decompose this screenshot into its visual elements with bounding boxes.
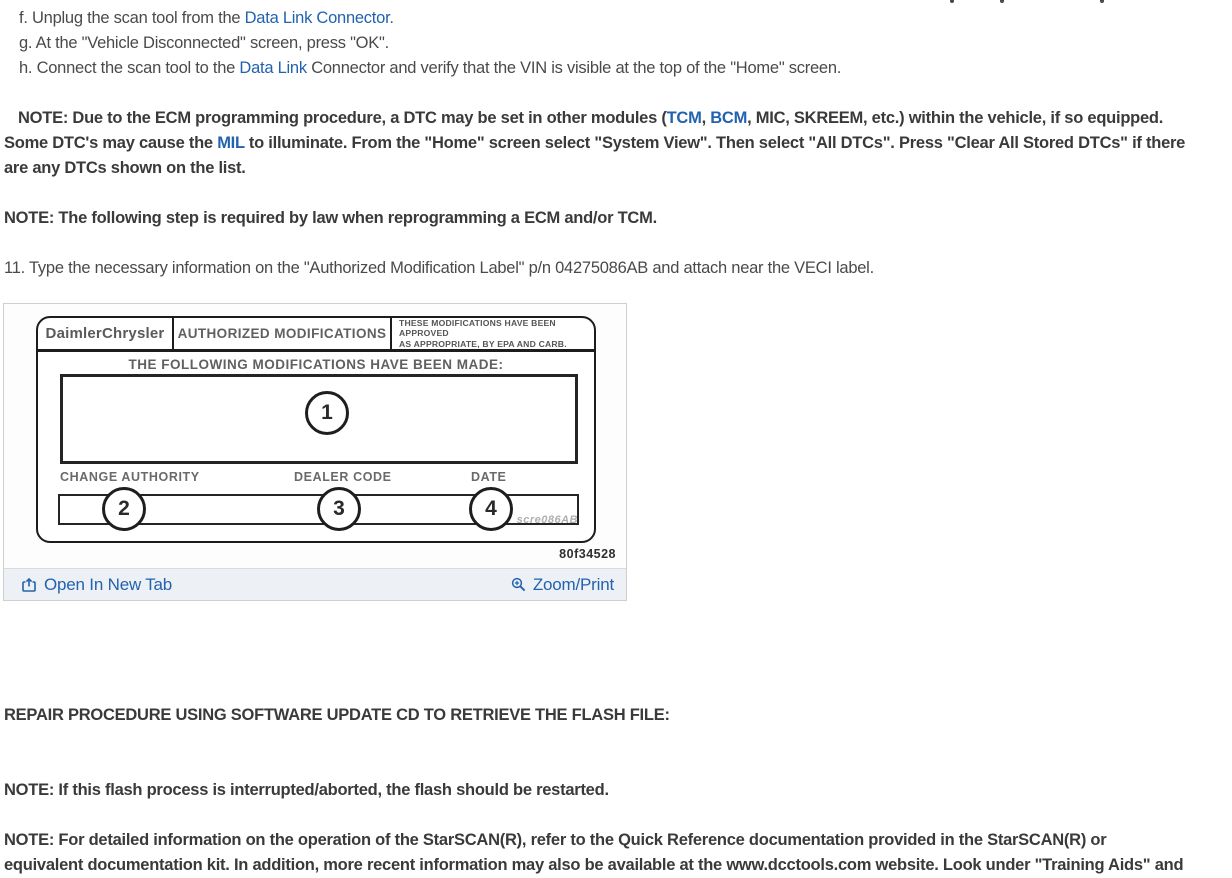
callout-4: 4 xyxy=(469,487,513,531)
label-header xyxy=(38,318,594,352)
step-g xyxy=(19,31,1226,56)
note-dtc-line-2 xyxy=(4,131,1226,156)
step-f-text: f. Unplug the scan tool from the xyxy=(19,9,245,27)
tcm-link[interactable]: TCM xyxy=(666,109,702,127)
authorized-modification-label-art xyxy=(36,316,596,543)
note-dtc-text-2: , MIC, SKREEM, etc.) within the vehicle, if so equipped. xyxy=(747,109,1164,127)
callout-3: 3 xyxy=(317,487,361,531)
change-authority-field-label: CHANGE AUTHORITY xyxy=(60,470,200,484)
open-in-new-tab-icon xyxy=(21,577,37,593)
note-starscan-line-2: equivalent documentation kit. In addition, more recent information may also be available at the www.dcctools.com website. Look under "Training Aids" and xyxy=(4,856,1184,874)
label-subtitle: THE FOLLOWING MODIFICATIONS HAVE BEEN MADE: xyxy=(128,357,504,372)
figure-id: 80f34528 xyxy=(559,547,616,561)
data-link-connector-link[interactable]: Data Link Connector. xyxy=(244,9,394,27)
figure-toolbar xyxy=(4,568,626,600)
label-title: AUTHORIZED MODIFICATIONS xyxy=(174,318,392,349)
callout-2: 2 xyxy=(102,487,146,531)
zoom-icon xyxy=(511,577,526,592)
dealer-code-field-label: DEALER CODE xyxy=(294,470,392,484)
note-dtc-sep: , xyxy=(701,109,711,127)
step-h xyxy=(19,56,1226,81)
note-dtc xyxy=(4,106,1226,181)
label-approval-line-2: AS APPROPRIATE, BY EPA AND CARB. xyxy=(399,338,567,349)
label-brand: DaimlerChrysler xyxy=(38,318,174,349)
note-starscan-line-1: NOTE: For detailed information on the operation of the StarSCAN(R), refer to the Quick Reference documentation provided in the StarSCAN(R) or xyxy=(4,831,1107,849)
mil-link[interactable]: MIL xyxy=(217,134,245,152)
note-law: NOTE: The following step is required by law when reprogramming a ECM and/or TCM. xyxy=(4,209,657,227)
date-field-label: DATE xyxy=(471,470,507,484)
note-starscan xyxy=(4,828,1226,878)
bcm-link[interactable]: BCM xyxy=(710,109,748,127)
step-g-text: g. At the "Vehicle Disconnected" screen, press "OK". xyxy=(19,34,389,52)
open-in-new-tab-label: Open In New Tab xyxy=(44,574,173,594)
label-approval-text xyxy=(392,318,594,349)
step-h-text-2: Connector and verify that the VIN is visible at the top of the "Home" screen. xyxy=(306,59,842,77)
note-dtc-text-3: Some DTC's may cause the xyxy=(4,134,218,152)
callout-1: 1 xyxy=(305,391,349,435)
step-h-text: h. Connect the scan tool to the xyxy=(19,59,240,77)
zoom-print-link[interactable] xyxy=(511,575,614,595)
label-approval-line-1: THESE MODIFICATIONS HAVE BEEN APPROVED xyxy=(399,317,556,339)
note-dtc-line-1 xyxy=(4,106,1226,131)
cut-off-text-fragment xyxy=(0,0,1232,4)
step-11: 11. Type the necessary information on the "Authorized Modification Label" p/n 04275086AB and attach near the VECI label. xyxy=(4,259,874,277)
step-f xyxy=(19,6,1226,31)
label-figure-image xyxy=(4,304,626,569)
note-dtc-text-4: to illuminate. From the "Home" screen select "System View". Then select "All DTCs". Press "Clear All Stored DTCs" if there xyxy=(244,134,1186,152)
label-part-stamp: scre086AB xyxy=(516,514,578,526)
procedure-steps xyxy=(19,6,1226,81)
note-flash: NOTE: If this flash process is interrupted/aborted, the flash should be restarted. xyxy=(4,781,609,799)
open-in-new-tab-link[interactable] xyxy=(21,575,172,595)
note-dtc-line-3: are any DTCs shown on the list. xyxy=(4,159,246,177)
figure-widget xyxy=(3,303,627,601)
repair-procedure-heading: REPAIR PROCEDURE USING SOFTWARE UPDATE CD TO RETRIEVE THE FLASH FILE: xyxy=(4,706,670,724)
data-link-link[interactable]: Data Link xyxy=(239,59,307,77)
note-dtc-text-1: NOTE: Due to the ECM programming procedure, a DTC may be set in other modules ( xyxy=(18,109,667,127)
zoom-print-label: Zoom/Print xyxy=(532,574,614,594)
